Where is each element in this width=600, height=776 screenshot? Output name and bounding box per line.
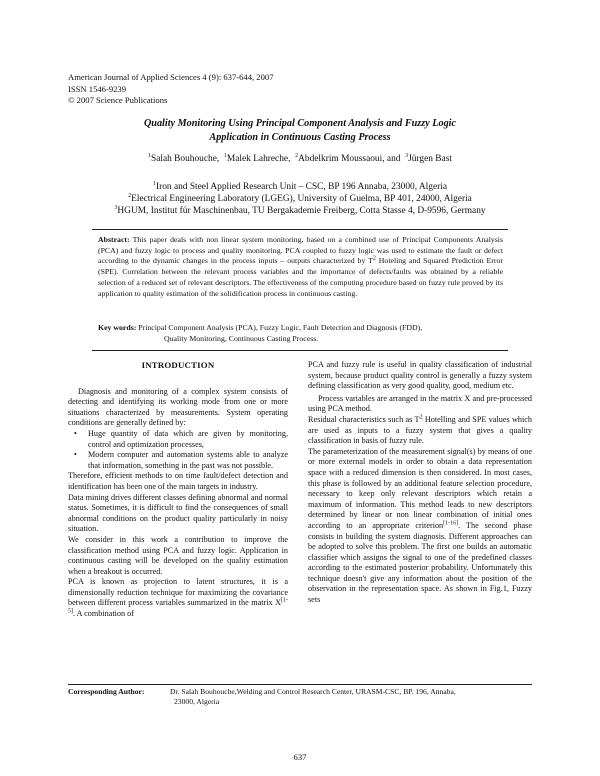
affiliation — [0, 193, 600, 205]
abstract-label: Abstract: — [98, 235, 130, 244]
keywords-bottom-rule — [92, 350, 508, 351]
paragraph: The parameterization of the measurement signal(s) by means of one or more external models in order to obtain a data representation space with a reduced dimension is then considered. In most cases, this phase is followed by an additional feature selection procedure, necessary to keep only relevant descriptors which retain a maximum of information. This method leads to new descriptors determined by linear or non linear combination of initial ones according to an appropriate criterion[1-16]. The second phase consists in building the system diagnosis. Different approaches can be adopted to solve this problem. The first one builds an automatic classifier which assigns the signal to one of the predefined classes according to the estimated posterior probability. Unfortunately this technique doesn't give any information about the position of the observation in the representation space. As shown in Fig.1, Fuzzy sets — [308, 446, 532, 605]
author-list — [0, 154, 600, 164]
affiliation-list — [0, 181, 600, 217]
affiliation-sup: 2 — [128, 192, 132, 199]
footnote-rule — [68, 684, 532, 685]
affiliation — [0, 205, 600, 217]
journal-citation: American Journal of Applied Sciences 4 (9): 637-644, 2007 — [68, 72, 274, 82]
affiliation-text: Electrical Engineering Laboratory (LGEG), University of Guelma, BP 401, 24000, Algeria — [131, 194, 472, 204]
abstract-sup: 2 — [372, 255, 376, 262]
paragraph: PCA is known as projection to latent structures, it is a dimensionally reduction technique for maximizing the covariance between different process variables summarized in the matrix X[1-5]. A combination of — [68, 577, 288, 619]
paragraph: Process variables are arranged in the matrix X and pre-processed using PCA method. — [308, 393, 532, 414]
citation-sup: [1-5] — [68, 597, 288, 615]
author-name: Salah Bouhouche, — [151, 154, 220, 164]
affiliation-sup: 3 — [114, 204, 118, 211]
abstract-top-rule — [92, 229, 508, 230]
keywords-line-2: Quality Monitoring, Continuous Casting Process. — [164, 333, 319, 343]
section-heading-introduction: INTRODUCTION — [141, 360, 215, 370]
abstract — [98, 235, 503, 299]
right-column — [308, 360, 532, 606]
keywords-line-1: Principal Component Analysis (PCA), Fuzzy Logic, Fault Detection and Diagnosis (FDD), — [138, 323, 423, 332]
journal-header — [68, 72, 274, 107]
author-name: Jürgen Bast — [408, 154, 452, 164]
author-sup: 3 — [405, 152, 409, 159]
author-sup: 1 — [148, 152, 151, 159]
footnote-line-2: 23000, Algeria — [174, 697, 220, 706]
paragraph: Data mining drives different classes defining abnormal and normal status. Sometimes, it is difficult to find the consequences of small abnormal conditions on the product quality particularly in noisy situation. — [68, 492, 288, 534]
footnote-label: Corresponding Author: — [68, 687, 145, 696]
paragraph: Therefore, efficient methods to on time fault/defect detection and identification has been one of the main targets in industry. — [68, 471, 288, 491]
author-name: Malek Lahreche, — [226, 154, 291, 164]
title-line-2: Application in Continuous Casting Process — [209, 131, 391, 143]
page-number: 637 — [293, 752, 307, 762]
abstract-text-2: Hoteling and Squared Prediction Error (SPE). Correlation between the relevant process variables and the importance of defects/faults was obtained by a reliable selection of a reduced set of relevant descriptors. The effectiveness of the computing procedure based on fuzzy rule proved by its application to quality estimation of the solidification process in continuous casting. — [98, 256, 503, 298]
author-sup: 1 — [223, 152, 227, 159]
paragraph: Diagnosis and monitoring of a complex system consists of detecting and identifying its working mode from one or more situations characterized by measurements. System operating conditions are generally defined by: — [68, 386, 288, 428]
list-item: • Modern computer and automation systems able to analyze that information, something in the past was not possible. — [74, 450, 288, 470]
list-item: • Huge quantity of data which are given by monitoring, control and optimization processes, — [74, 428, 288, 449]
affiliation-text: Iron and Steel Applied Research Unit – CSC, BP 196 Annaba, 23000, Algeria — [155, 182, 448, 192]
issn: ISSN 1546-9239 — [68, 83, 127, 94]
affiliation-sup: 1 — [152, 180, 156, 187]
title-line-1: Quality Monitoring Using Principal Component Analysis and Fuzzy Logic — [143, 118, 457, 129]
paper-title — [90, 117, 510, 144]
bullet-icon: • — [74, 428, 77, 438]
paragraph: Residual characteristics such as $T^2$ Hotelling and SPE values which are used as inputs to a fuzzy system that gives a quality classification in basis of fuzzy rule. — [308, 414, 532, 446]
keywords-label: Key words: — [98, 323, 137, 332]
citation-sup: [1-16] — [443, 520, 459, 527]
copyright: © 2007 Science Publications — [68, 95, 168, 105]
author-sup: 2 — [295, 152, 299, 159]
keywords — [98, 323, 498, 344]
paragraph: We consider in this work a contribution to improve the classification method using PCA and fuzzy logic. Application in continuous casting will be developed on the quality estimation when a breakout is occurred. — [68, 534, 288, 576]
corresponding-author-note — [68, 687, 532, 707]
bullet-list — [68, 429, 288, 471]
left-column — [68, 360, 288, 620]
abstract-text-1: This paper deals with non linear system monitoring, based on a combined use of Principal Components Analysis (PCA) and fuzzy logic to process and quality monitoring. PCA coupled to fuzzy logic was used to estimate the fault or defect according to the dynamic changes in the process inputs – outputs characterized by T — [98, 235, 503, 266]
bullet-icon: • — [74, 450, 77, 460]
footnote-line-1: Dr. Salah Bouhouche,Welding and Control Research Center, URASM-CSC, BP. 196, Annaba, — [170, 687, 456, 696]
affiliation — [0, 181, 600, 193]
superscript: 2 — [419, 414, 423, 421]
paragraph: PCA and fuzzy rule is useful in quality classification of industrial system, because product quality control is generally a fuzzy system defining classification as very good quality, good, medium etc. — [308, 360, 532, 391]
author-name: Abdelkrim Moussaoui, and — [298, 154, 401, 164]
affiliation-text: HGUM, Institut für Maschinenbau, TU Bergakademie Freiberg, Cotta Stasse 4, D-9596, Germany — [117, 206, 486, 216]
